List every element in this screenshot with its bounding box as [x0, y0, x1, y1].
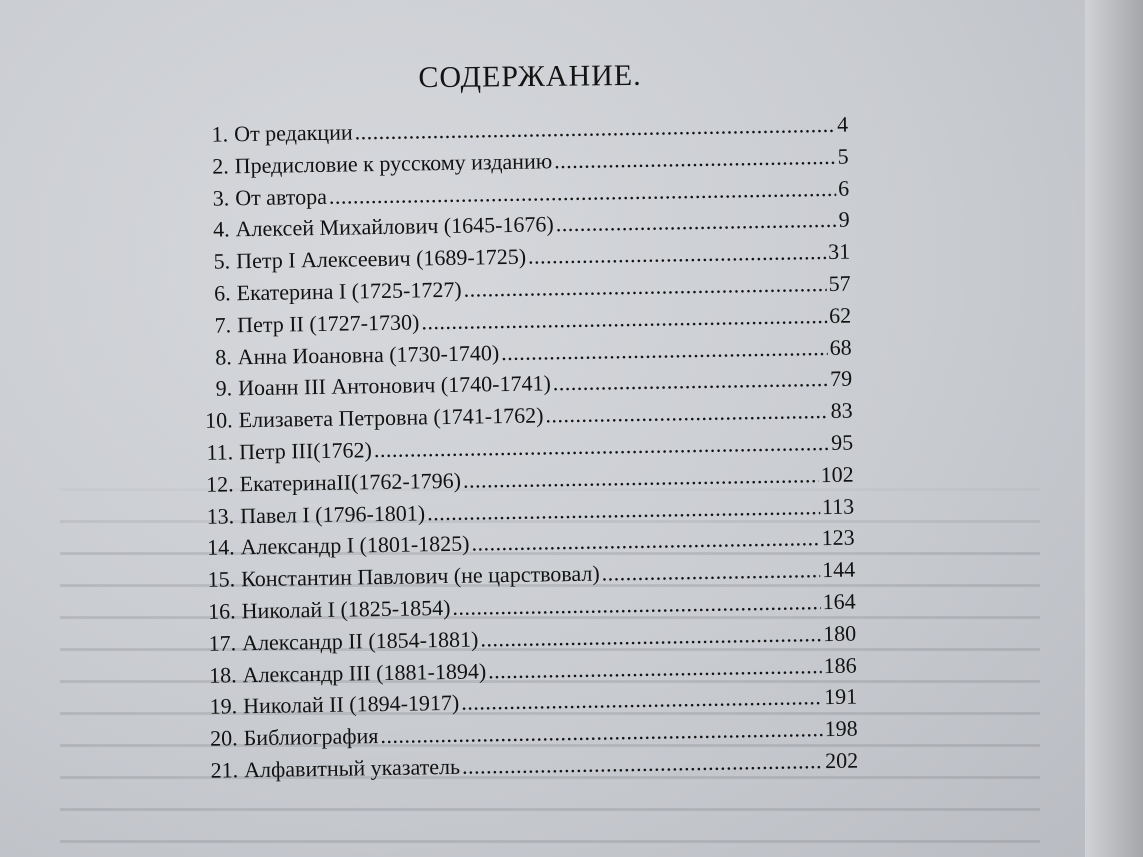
- toc-entry-page: 180: [822, 620, 857, 646]
- toc-entry-title: Павел I (1796-1801): [239, 499, 426, 528]
- toc-entry-page: 4: [836, 111, 849, 137]
- toc-entry-title: Елизавета Петровна (1741-1762): [238, 402, 544, 433]
- toc-entry-number: 3.: [212, 184, 230, 211]
- toc-entry-page: 79: [829, 365, 853, 392]
- toc-entry-page: 123: [821, 524, 855, 551]
- toc-dot-leader: [461, 684, 822, 716]
- toc-dot-leader: [554, 144, 836, 174]
- toc-entry-number: 1.: [211, 121, 229, 147]
- toc-entry-title: Николай II (1894-1917): [242, 690, 460, 719]
- toc-entry-page: 186: [823, 652, 857, 678]
- toc-entry-title: Предисловие к русскому изданию: [234, 148, 553, 179]
- toc-dot-leader: [545, 398, 829, 428]
- toc-entry-title: Петр III(1762): [238, 437, 373, 465]
- toc-entry-title: От автора: [234, 183, 328, 210]
- toc-dot-leader: [556, 207, 837, 237]
- toc-entry-title: Алексей Михайлович (1645-1676): [235, 211, 554, 242]
- toc-entry-number: 7.: [214, 312, 232, 338]
- toc-entry-page: 9: [838, 207, 850, 233]
- toc-entry-number: 6.: [213, 280, 231, 306]
- toc-entry-title: Александр II (1854-1881): [241, 626, 479, 655]
- toc-entry-number: 9.: [215, 375, 233, 401]
- toc-entry-title: Библиография: [243, 723, 379, 751]
- toc-entry-title: Петр II (1727-1730): [236, 309, 420, 338]
- toc-dot-leader: [601, 557, 820, 586]
- toc-dot-leader: [462, 748, 823, 780]
- toc-entry-page: 95: [830, 429, 854, 455]
- toc-entry-page: 164: [822, 588, 856, 615]
- table-of-contents: [188, 112, 858, 790]
- toc-dot-leader: [553, 366, 829, 396]
- toc-dot-leader: [421, 303, 827, 335]
- toc-entry-number: 20.: [209, 725, 238, 751]
- toc-entry-title: От редакции: [233, 119, 353, 147]
- toc-entry-number: 14.: [206, 534, 235, 561]
- toc-dot-leader: [452, 589, 821, 621]
- toc-entry-number: 17.: [208, 630, 237, 656]
- toc-dot-leader: [501, 335, 828, 366]
- toc-entry-page: 191: [823, 683, 858, 710]
- toc-entry-page: 5: [837, 143, 849, 169]
- toc-dot-leader: [471, 525, 820, 556]
- toc-dot-leader: [528, 239, 826, 270]
- toc-entry-title: ЕкатеринаII(1762-1796): [239, 467, 462, 496]
- toc-dot-leader: [354, 112, 835, 146]
- toc-entry-page: 113: [821, 493, 855, 519]
- toc-entry-title: Анна Иоановна (1730-1740): [237, 339, 500, 369]
- toc-entry-page: 68: [829, 334, 852, 360]
- toc-entry-number: 12.: [205, 471, 234, 497]
- toc-entry-page: 6: [837, 175, 850, 201]
- toc-entry-number: 15.: [207, 566, 236, 592]
- toc-dot-leader: [380, 716, 823, 749]
- toc-entry-number: 4.: [212, 216, 230, 243]
- toc-entry-title: Константин Павлович (не царствовал): [240, 560, 600, 592]
- toc-entry-number: 21.: [210, 757, 239, 783]
- toc-entry-title: Николай I (1825-1854): [241, 594, 451, 624]
- toc-dot-leader: [480, 621, 821, 652]
- toc-entry-number: 11.: [206, 439, 234, 465]
- toc-entry-number: 18.: [208, 661, 237, 688]
- toc-dot-leader: [427, 494, 820, 526]
- toc-entry-number: 8.: [214, 343, 232, 370]
- toc-dot-leader: [463, 271, 826, 303]
- toc-entry-title: Александр III (1881-1894): [242, 657, 487, 687]
- toc-entry-number: 16.: [207, 598, 236, 624]
- page-title: СОДЕРЖАНИЕ.: [418, 58, 642, 95]
- toc-entry-number: 5.: [213, 248, 231, 274]
- toc-dot-leader: [488, 653, 822, 684]
- toc-dot-leader: [463, 462, 819, 494]
- toc-entry-number: 19.: [209, 693, 238, 720]
- page-edge: [1085, 0, 1143, 857]
- toc-entry-number: 10.: [204, 407, 233, 433]
- toc-entry-page: 57: [828, 270, 851, 296]
- toc-entry-page: 31: [827, 238, 851, 265]
- toc-entry-page: 144: [821, 556, 856, 583]
- toc-entry-page: 202: [824, 747, 859, 774]
- toc-entry-title: Иоанн III Антонович (1740-1741): [237, 370, 551, 401]
- toc-entry-title: Екатерина I (1725-1727): [236, 276, 462, 306]
- toc-entry-title: Александр I (1801-1825): [240, 530, 470, 560]
- toc-entry-page: 102: [820, 461, 854, 487]
- toc-entry-number: 13.: [206, 502, 235, 529]
- toc-entry-page: 198: [824, 715, 858, 742]
- toc-entry-title: Петр I Алексеевич (1689-1725): [235, 243, 527, 274]
- toc-entry-page: 62: [828, 302, 852, 328]
- toc-entry-page: 83: [830, 397, 853, 424]
- toc-entry-number: 2.: [211, 153, 229, 179]
- toc-entry-title: Алфавитный указатель: [243, 753, 461, 783]
